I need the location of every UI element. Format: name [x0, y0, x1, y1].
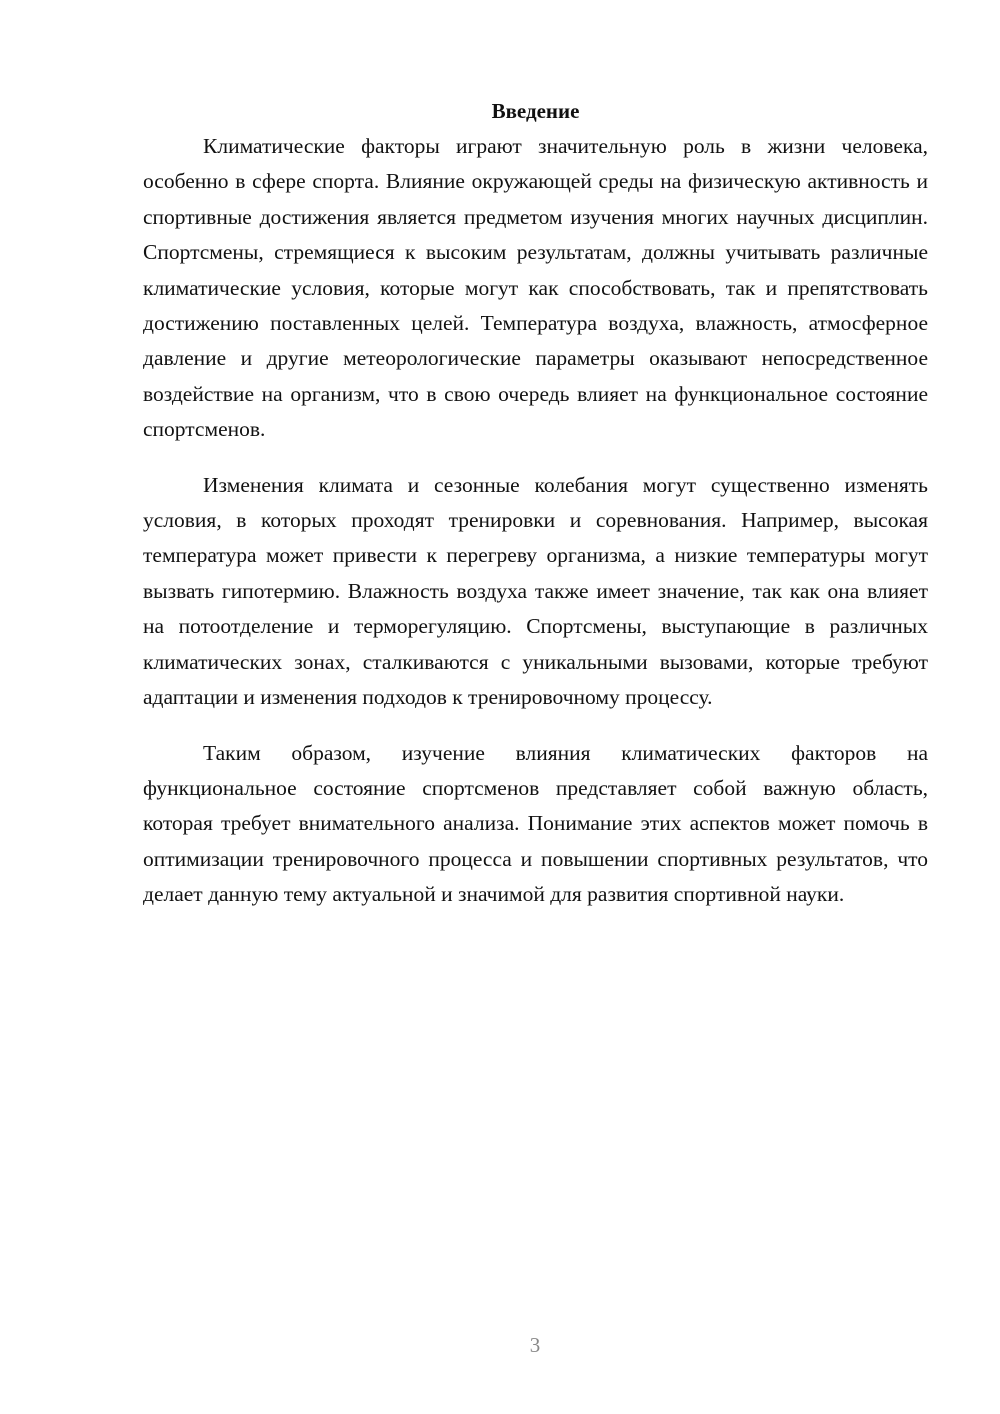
- paragraph-1: Климатические факторы играют значительную роль в жизни человека, особенно в сфере спорта. Влияние окружающей среды на физическую активность и спортивные достижения является предметом изучения многих научных дисциплин. Спортсмены, стремящиеся к высоким результатам, должны учитывать различные климатические условия, которые могут как способствовать, так и препятствовать достижению поставленных целей. Температура воздуха, влажность, атмосферное давление и другие метеорологические параметры оказывают непосредственное воздействие на организм, что в свою очередь влияет на функциональное состояние спортсменов.: [143, 134, 928, 442]
- paragraph-2: Изменения климата и сезонные колебания могут существенно изменять условия, в которых проходят тренировки и соревнования. Например, высокая температура может привести к перегреву организма, а низкие температуры могут вызвать гипотермию. Влажность воздуха также имеет значение, так как она влияет на потоотделение и терморегуляцию. Спортсмены, выступающие в различных климатических зонах, сталкиваются с уникальными вызовами, которые требуют адаптации и изменения подходов к тренировочному процессу.: [143, 472, 928, 710]
- page-content: [143, 93, 928, 913]
- paragraph-3: Таким образом, изучение влияния климатических факторов на функциональное состояние спортсменов представляет собой важную область, которая требует внимательного анализа. Понимание этих аспектов может помочь в оптимизации тренировочного процесса и повышении спортивных результатов, что делает данную тему актуальной и значимой для развития спортивной науки.: [143, 740, 928, 907]
- page-number: 3: [529, 1333, 541, 1357]
- section-heading: Введение: [491, 99, 580, 123]
